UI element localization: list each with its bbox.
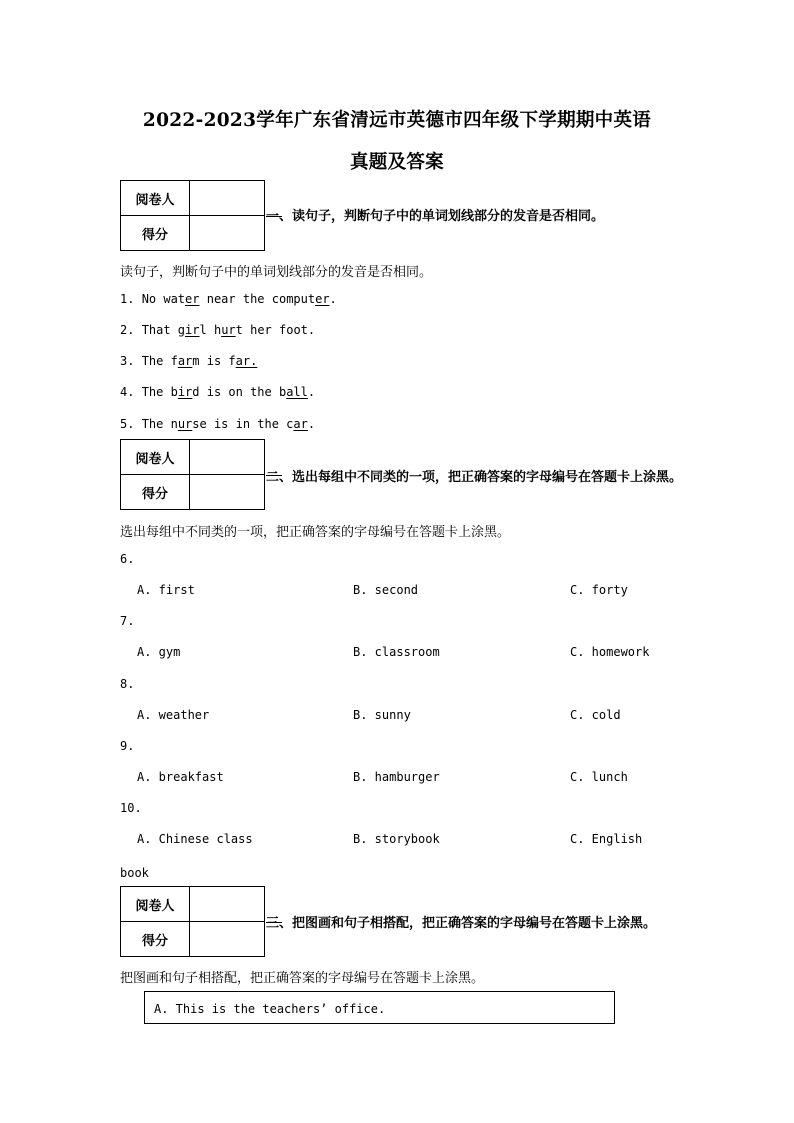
question-number: 4.: [120, 385, 135, 399]
doc-title-line1: 2022-2023学年广东省清远市英德市四年级下学期期中英语: [142, 110, 652, 131]
q7-option-a: A. gym: [137, 645, 181, 659]
question-number: 3.: [120, 354, 135, 368]
underlined-part: ar: [177, 354, 193, 368]
grader-table-3: [120, 886, 265, 957]
q10-option-b: B. storybook: [353, 832, 440, 846]
section1-heading: 一、读句子，判断句子中的单词划线部分的发音是否相同。: [266, 209, 605, 224]
question-6-number: 6.: [120, 552, 135, 566]
q9-option-a: A. breakfast: [137, 770, 224, 784]
grader-table-2: [120, 439, 265, 510]
q-text: t her foot.: [235, 323, 316, 337]
q-text: d is on the b: [192, 385, 287, 399]
grader-table-1: [120, 180, 265, 251]
underlined-part: all: [286, 385, 308, 399]
question-number: 1.: [120, 292, 135, 306]
section3-instruction: 把图画和句子相搭配，把正确答案的字母编号在答题卡上涂黑。: [120, 971, 485, 986]
q6-option-a: A. first: [137, 583, 195, 597]
underlined-part: ur: [221, 323, 236, 337]
underlined-part: ur: [177, 417, 193, 431]
q8-option-a: A. weather: [137, 708, 210, 722]
q10-option-c: C. English: [570, 832, 643, 846]
grader-score-label: 得分: [121, 216, 190, 251]
underlined-part: er: [315, 292, 330, 306]
question-2: [120, 323, 315, 337]
q-text: No wat: [141, 292, 186, 306]
grader-reader-label: 阅卷人: [121, 181, 190, 216]
q8-option-b: B. sunny: [353, 708, 411, 722]
grader-reader-label: 阅卷人: [121, 440, 190, 475]
grader-reader-cell: [190, 181, 265, 216]
q9-option-b: B. hamburger: [353, 770, 440, 784]
grader-score-label: 得分: [121, 475, 190, 510]
underlined-part: ir: [177, 385, 193, 399]
q6-option-b: B. second: [353, 583, 419, 597]
question-number: 5.: [120, 417, 135, 431]
match-option-a-box: [144, 991, 615, 1024]
question-7-number: 7.: [120, 614, 135, 628]
underlined-part: ir: [185, 323, 200, 337]
q-text: .: [329, 292, 337, 306]
section2-heading: 二、选出每组中不同类的一项，把正确答案的字母编号在答题卡上涂黑。: [266, 470, 683, 485]
section2-instruction: 选出每组中不同类的一项，把正确答案的字母编号在答题卡上涂黑。: [120, 525, 511, 540]
question-number: 2.: [120, 323, 135, 337]
q6-option-c: C. forty: [570, 583, 628, 597]
q-text: The n: [141, 417, 178, 431]
match-option-a-text: A. This is the teachers’ office.: [154, 1002, 386, 1016]
grader-reader-cell: [190, 440, 265, 475]
grader-reader-label: 阅卷人: [121, 887, 190, 922]
question-5: [120, 417, 315, 431]
q10-option-a: A. Chinese class: [137, 832, 253, 846]
q7-option-b: B. classroom: [353, 645, 440, 659]
q-text: That g: [141, 323, 186, 337]
grader-score-cell: [190, 216, 265, 251]
q10-option-c-wrap: book: [120, 866, 149, 880]
doc-title-line2: 真题及答案: [349, 152, 444, 173]
question-9-number: 9.: [120, 739, 135, 753]
q-text: se is in the c: [192, 417, 294, 431]
question-3: [120, 354, 257, 368]
question-8-number: 8.: [120, 677, 135, 691]
question-4: [120, 385, 315, 399]
question-10-number: 10.: [120, 801, 142, 815]
q7-option-c: C. homework: [570, 645, 650, 659]
underlined-part: ar: [293, 417, 308, 431]
grader-reader-cell: [190, 887, 265, 922]
q-text: l h: [199, 323, 222, 337]
section3-heading: 三、把图画和句子相搭配，把正确答案的字母编号在答题卡上涂黑。: [266, 916, 657, 931]
q-text: m is f: [192, 354, 236, 368]
q-text: The f: [141, 354, 178, 368]
grader-score-cell: [190, 475, 265, 510]
q-text: .: [307, 385, 316, 399]
q8-option-c: C. cold: [570, 708, 621, 722]
section1-instruction: 读句子，判断句子中的单词划线部分的发音是否相同。: [120, 265, 433, 280]
q-text: The b: [141, 385, 178, 399]
q9-option-c: C. lunch: [570, 770, 628, 784]
grader-score-label: 得分: [121, 922, 190, 957]
q-text: .: [307, 417, 316, 431]
grader-score-cell: [190, 922, 265, 957]
question-1: [120, 292, 337, 306]
underlined-part: ar.: [235, 354, 258, 368]
q-text: near the comput: [199, 292, 316, 306]
underlined-part: er: [185, 292, 200, 306]
